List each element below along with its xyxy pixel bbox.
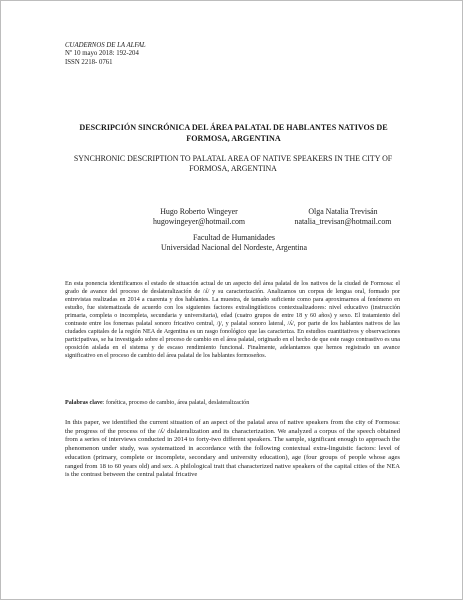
author-email: natalia_trevisan@hotmail.com	[294, 217, 392, 227]
abstract-english: In this paper, we identified the current situation of an aspect of the palatal area of native speakers from the city of Formosa: the progress of the process of the /ʎ/ dislateralization and its characterization. We analyzed a corpus of the speech obtained from a series of interviews conducted in 2014 to forty-two different speakers. The sample, significant enough to approach the phenomenon under study, was systematized in accordance with the following contextual extra-linguistic factors: level of education (primary, complete or incomplete, secondary and university education), age (four groups of people whose ages ranged from 18 to 60 years old) and sex. A philological trait that characterized native speakers of the capital cities of the NEA is the contrast between the central palatal fricative	[65, 419, 400, 479]
author-name: Olga Natalia Trevisán	[308, 207, 378, 216]
abstract-spanish: En esta ponencia identificamos el estado de situación actual de un aspecto del área palatal de los nativos de la ciudad de Formosa: el grado de avance del proceso de deslateralización de /ʎ/ y su caracterización. Analizamos un corpus de lengua oral, formado por entrevistas realizadas en 2014 a cuarenta y dos hablantes. La muestra, de tamaño suficiente como para aproximarnos al fenómeno en estudio, fue sistematizada de acuerdo con los siguientes factores extralingüísticos contextualizadores: nivel educativo (instrucción primaria, completa o incompleta, secundaria y universitaria), edad (cuatro grupos de entre 18 y 60 años) y sexo. El tratamiento del contraste entre los fonemas palatal sonoro fricativo central, /ʝ/, y palatal sonoro lateral, /ʎ/, por parte de los hablantes nativos de las ciudades capitales de la región NEA de Argentina es un rasgo fonológico que las caracteriza. En estudios cuantitativos y observaciones participativas, se ha investigado sobre el proceso de cambio en el área palatal, originado en el hecho de que este rasgo contrastivo es una oposición aislada en el sistema y de escaso rendimiento funcional. Finalmente, adelantamos que hemos registrado un avance significativo en el proceso de cambio del área palatal de los hablantes formoseños.	[65, 281, 400, 359]
title-english: SYNCHRONIC DESCRIPTION TO PALATAL AREA OF NATIVE SPEAKERS IN THE CITY OF FORMOSA, ARGENTINA	[73, 154, 393, 174]
issn: ISSN 2218- 0761	[65, 58, 113, 66]
university: Universidad Nacional del Nordeste, Argentina	[160, 242, 307, 252]
author-2	[273, 207, 413, 227]
journal-header	[65, 42, 146, 67]
faculty: Facultad de Humanidades	[193, 233, 275, 242]
keywords-text: : fonética, proceso de cambio, área palatal, deslateralización	[102, 400, 250, 406]
keywords	[65, 399, 400, 407]
issue-info: Nº 10 mayo 2018: 192-204	[65, 50, 139, 58]
author-email: hugowingeyer@hotmail.com	[152, 217, 246, 227]
keywords-label: Palabras clave	[65, 400, 103, 406]
title-spanish: DESCRIPCIÓN SINCRÓNICA DEL ÁREA PALATAL DE HABLANTES NATIVOS DE FORMOSA, ARGENTINA	[79, 123, 388, 143]
author-1	[129, 207, 269, 227]
affiliation	[129, 233, 339, 252]
author-name: Hugo Roberto Wingeyer	[160, 207, 238, 216]
journal-name: CUADERNOS DE LA ALFAL	[65, 42, 146, 49]
